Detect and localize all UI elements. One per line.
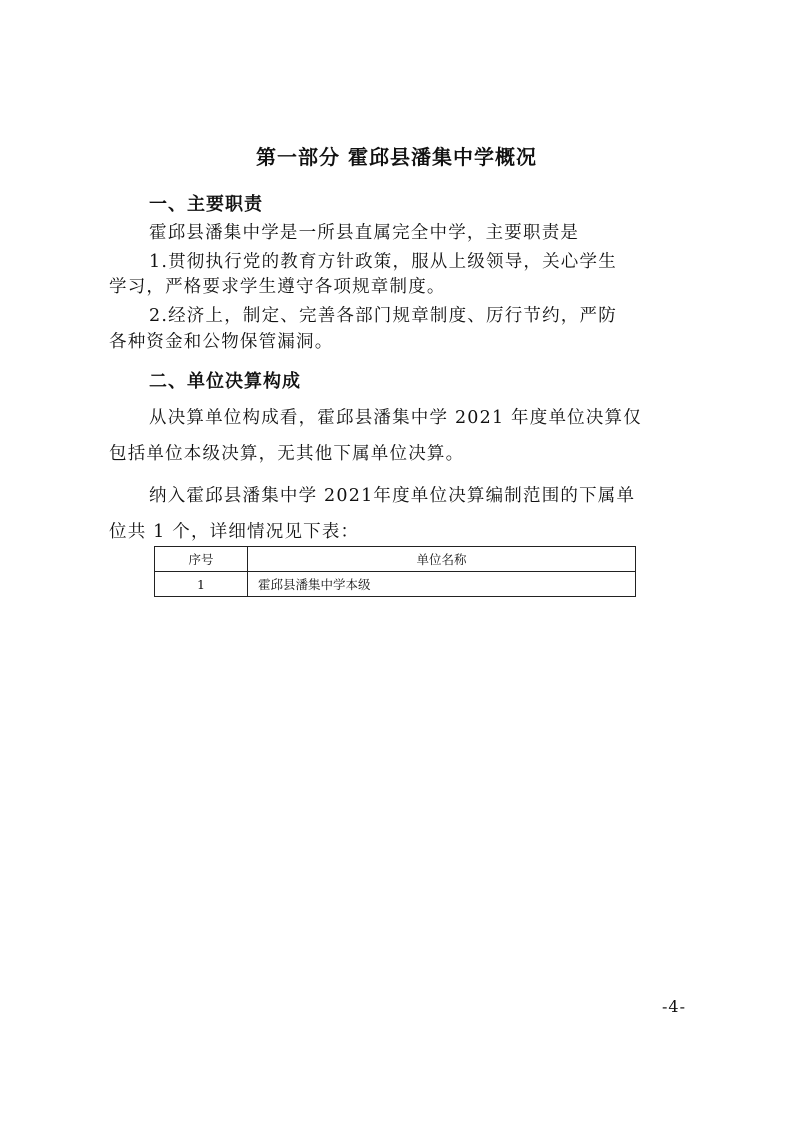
paragraph-line: 纳入霍邱县潘集中学 2021年度单位决算编制范围的下属单: [149, 486, 636, 506]
paragraph-line: 1.贯彻执行党的教育方针政策，服从上级领导，关心学生: [149, 252, 617, 272]
paragraph-line: 2.经济上，制定、完善各部门规章制度、厉行节约，严防: [149, 306, 617, 326]
column-header-unit-name: 单位名称: [248, 547, 636, 572]
unit-table: [154, 546, 636, 597]
paragraph-line: 位共 1 个，详细情况见下表：: [109, 522, 360, 542]
section-heading-composition: 二、单位决算构成: [149, 371, 301, 392]
table-row: [155, 572, 636, 597]
cell-unit-name: 霍邱县潘集中学本级: [248, 572, 636, 597]
section-heading-responsibilities: 一、主要职责: [149, 194, 263, 215]
page-title: 第一部分 霍邱县潘集中学概况: [256, 145, 537, 169]
cell-index: 1: [155, 572, 248, 597]
paragraph-line: 从决算单位构成看，霍邱县潘集中学 2021 年度单位决算仅: [149, 408, 642, 428]
table-header-row: [155, 547, 636, 572]
page-number: -4-: [662, 997, 686, 1016]
paragraph-line: 学习，严格要求学生遵守各项规章制度。: [109, 277, 446, 297]
paragraph-line: 包括单位本级决算，无其他下属单位决算。: [109, 444, 465, 464]
paragraph-line: 各种资金和公物保管漏洞。: [109, 332, 334, 352]
column-header-index: 序号: [155, 547, 248, 572]
paragraph-line: 霍邱县潘集中学是一所县直属完全中学，主要职责是: [149, 223, 580, 243]
